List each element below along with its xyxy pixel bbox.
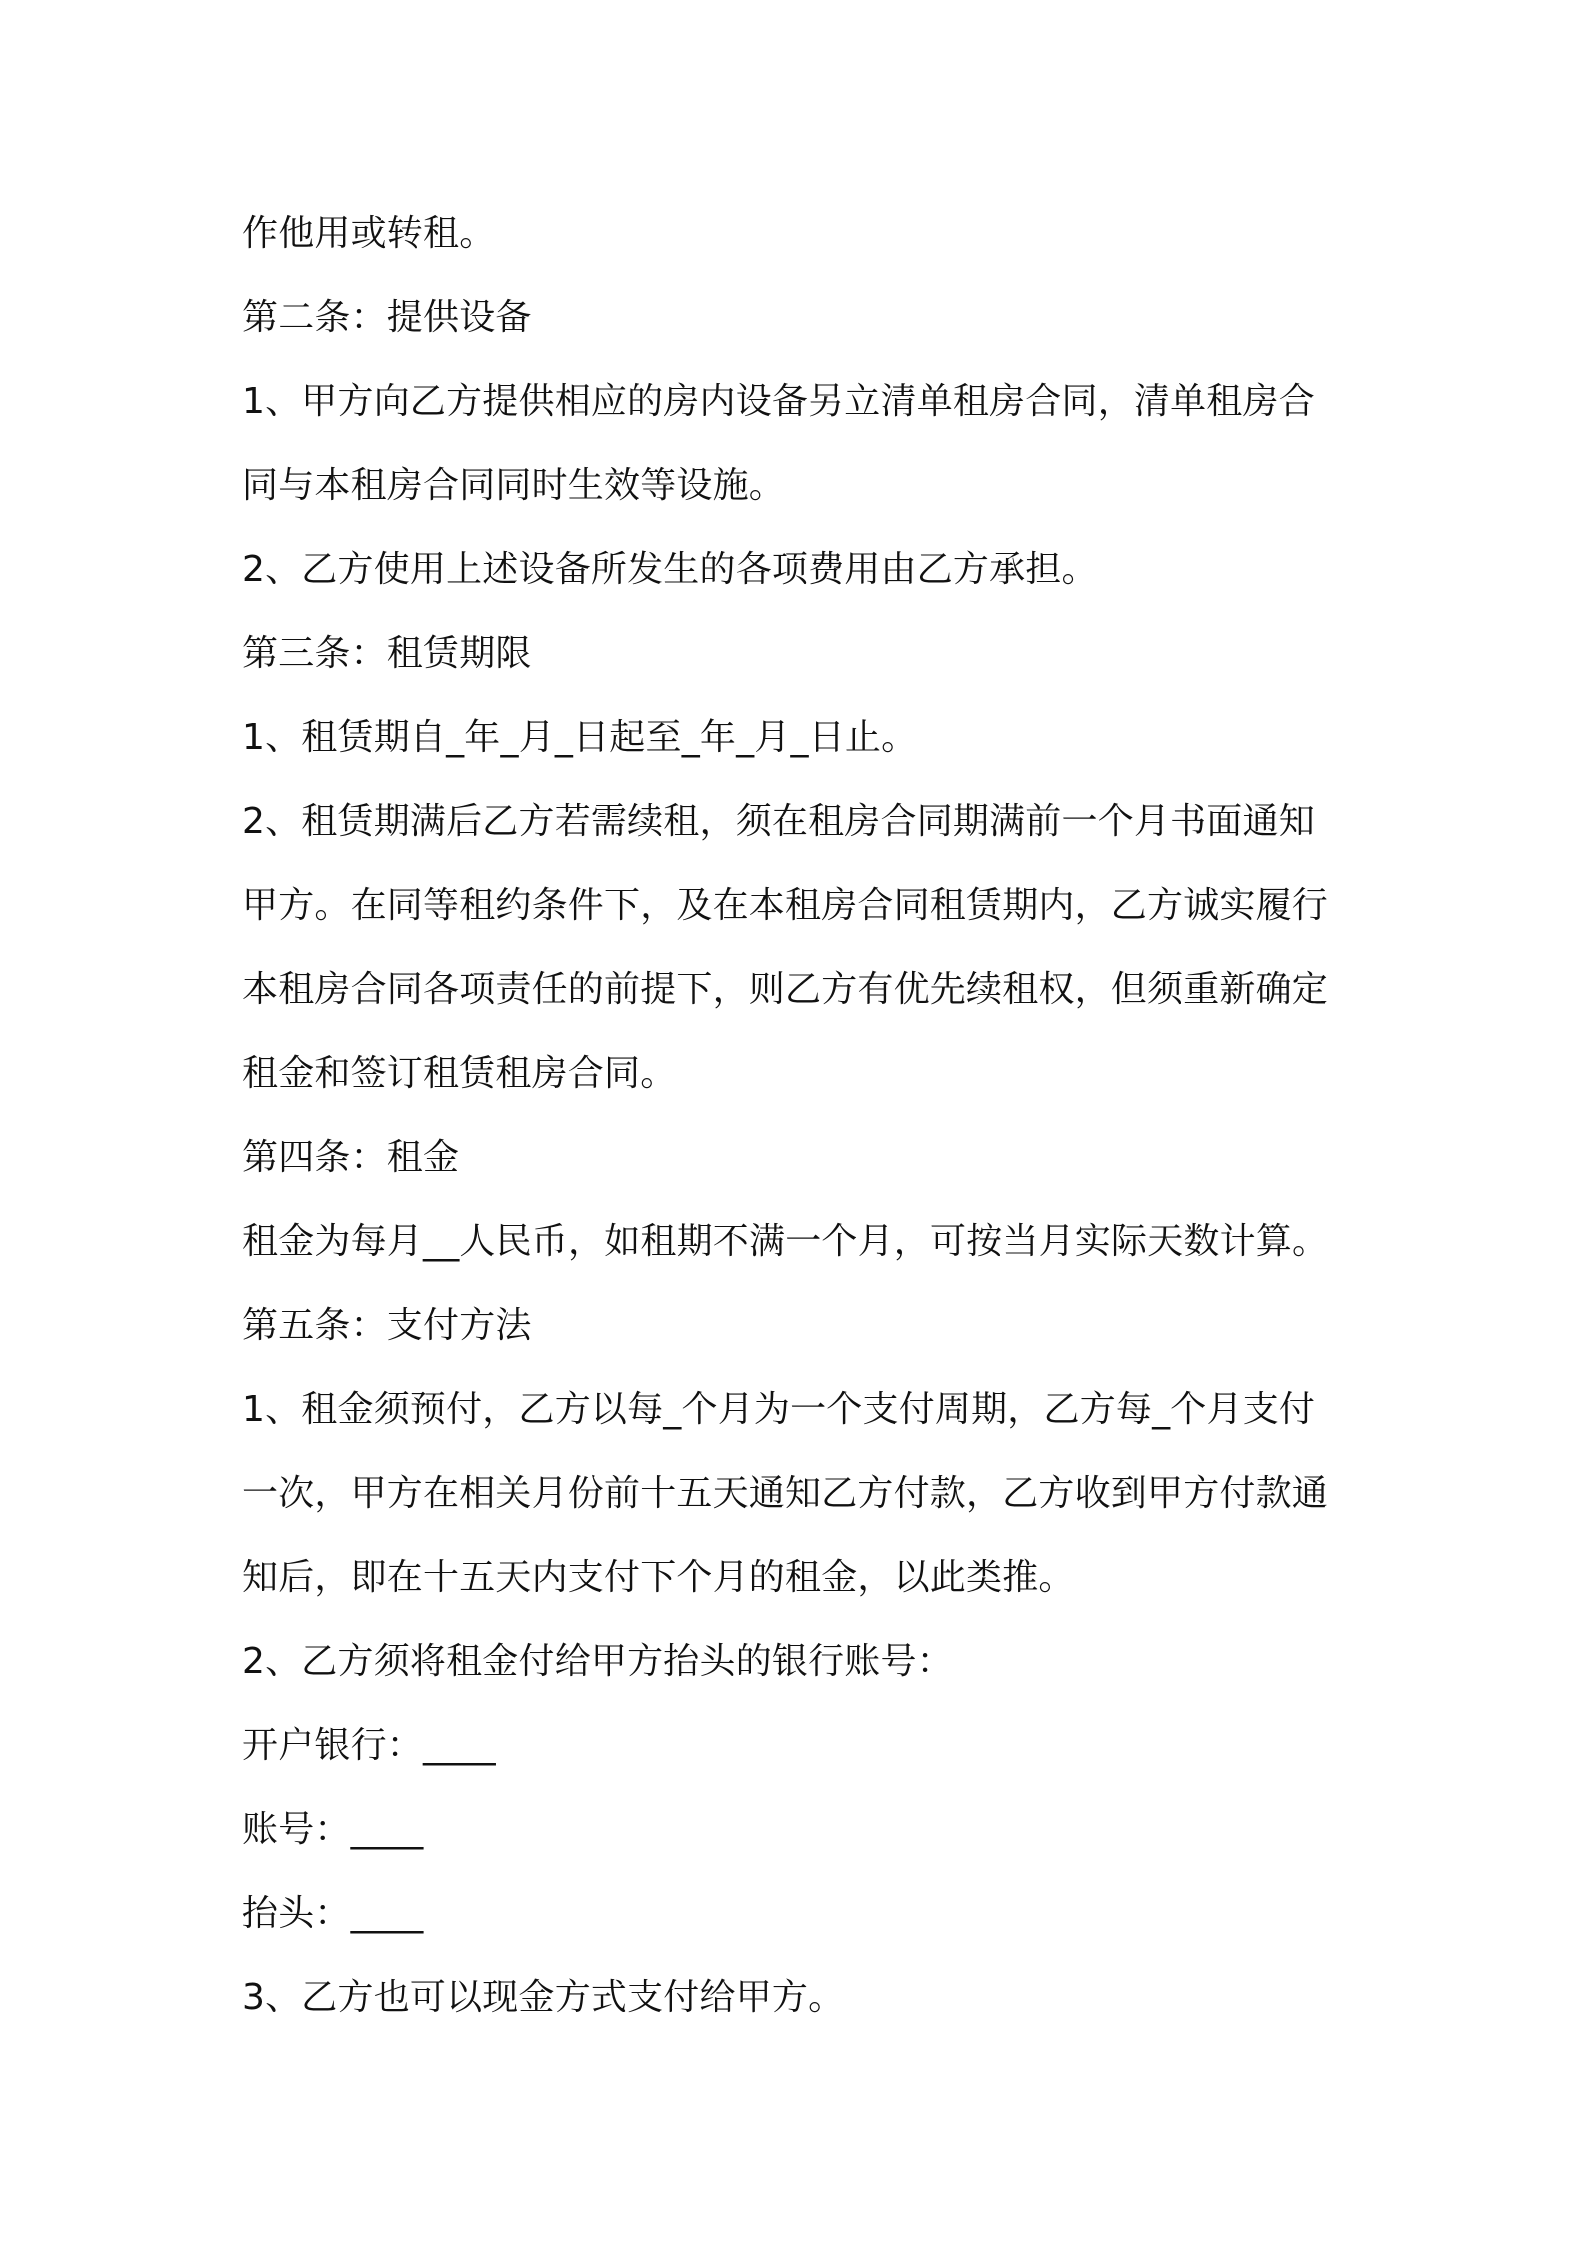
section-heading: 第四条：租金 (242, 1137, 460, 1178)
text-line: 租金为每月__人民币，如租期不满一个月，可按当月实际天数计算。 (242, 1221, 1329, 1262)
text-line: 作他用或转租。 (242, 213, 496, 254)
text-line: 2、乙方使用上述设备所发生的各项费用由乙方承担。 (242, 549, 1098, 590)
section-heading: 第三条：租赁期限 (242, 633, 532, 674)
document-body (242, 192, 1352, 2040)
text-line: 甲方。在同等租约条件下，及在本租房合同租赁期内，乙方诚实履行 (242, 885, 1329, 926)
text-line: 一次，甲方在相关月份前十五天通知乙方付款，乙方收到甲方付款通 (242, 1473, 1329, 1514)
bank-field-line: 开户银行：____ (242, 1725, 496, 1766)
text-line: 同与本租房合同同时生效等设施。 (242, 465, 786, 506)
payee-field-line: 抬头：____ (242, 1893, 424, 1934)
text-line: 2、租赁期满后乙方若需续租，须在租房合同期满前一个月书面通知 (242, 801, 1315, 842)
text-line: 租金和签订租赁租房合同。 (242, 1053, 677, 1094)
text-line: 3、乙方也可以现金方式支付给甲方。 (242, 1977, 845, 2018)
text-line: 1、租金须预付，乙方以每_个月为一个支付周期，乙方每_个月支付 (242, 1389, 1316, 1430)
text-line: 本租房合同各项责任的前提下，则乙方有优先续租权，但须重新确定 (242, 969, 1329, 1010)
account-field-line: 账号：____ (242, 1809, 424, 1850)
text-line: 1、甲方向乙方提供相应的房内设备另立清单租房合同，清单租房合 (242, 381, 1315, 422)
text-line: 知后，即在十五天内支付下个月的租金，以此类推。 (242, 1557, 1075, 1598)
text-line: 2、乙方须将租金付给甲方抬头的银行账号： (242, 1641, 953, 1682)
text-line: 1、租赁期自_年_月_日起至_年_月_日止。 (242, 717, 918, 758)
section-heading: 第二条：提供设备 (242, 297, 532, 338)
section-heading: 第五条：支付方法 (242, 1305, 532, 1346)
